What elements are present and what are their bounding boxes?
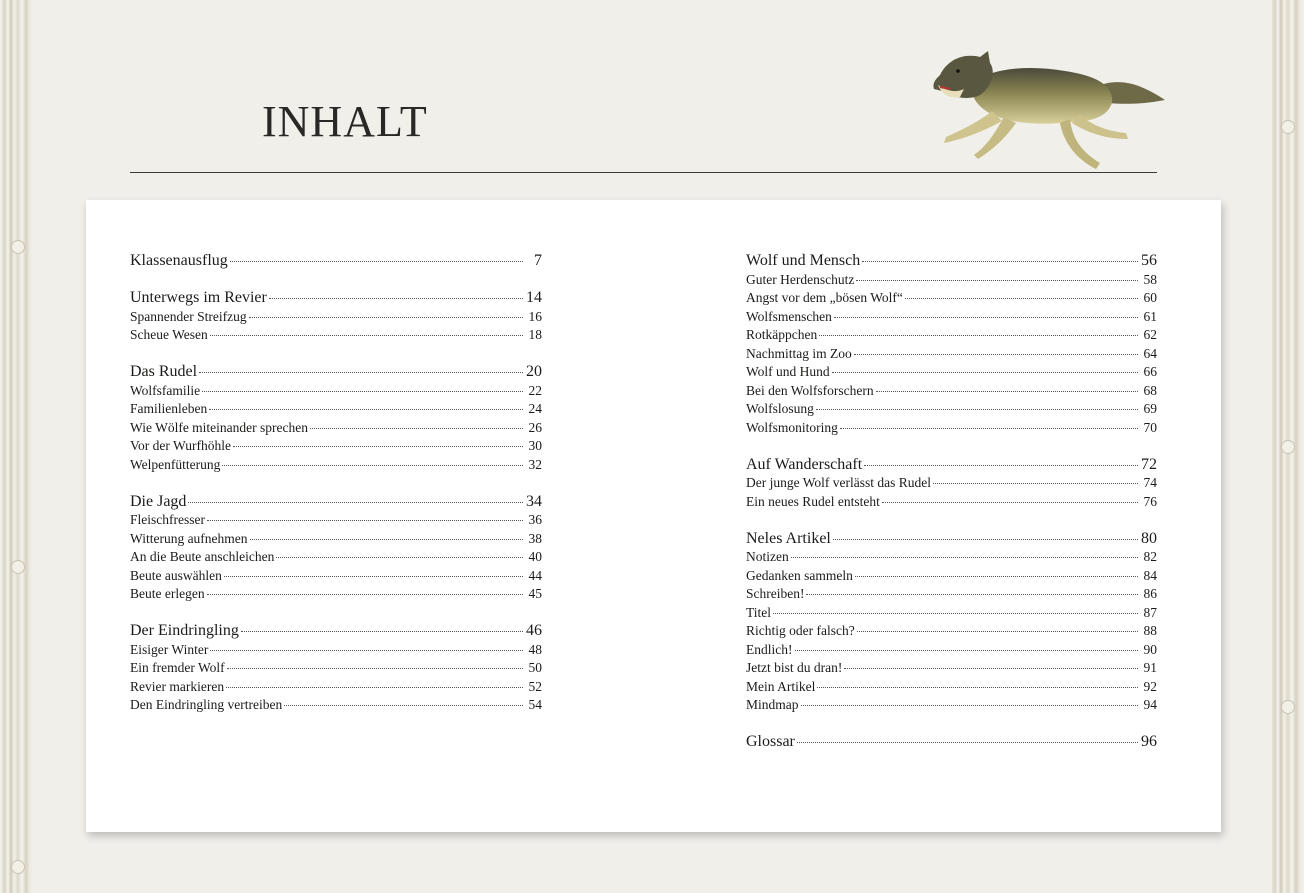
contents-left-column bbox=[130, 252, 542, 733]
toc-page-number: 48 bbox=[528, 641, 542, 657]
toc-entry-label: Witterung aufnehmen bbox=[130, 530, 248, 546]
toc-entry-label: Richtig oder falsch? bbox=[746, 623, 855, 638]
toc-subentry[interactable] bbox=[746, 641, 1157, 660]
toc-page-number: 7 bbox=[534, 252, 542, 269]
dot-leader bbox=[269, 298, 523, 299]
toc-subentry[interactable] bbox=[130, 641, 542, 660]
right-border-ornament bbox=[1272, 0, 1302, 893]
dot-leader bbox=[276, 557, 523, 558]
dot-leader bbox=[209, 409, 523, 410]
toc-subentry[interactable] bbox=[746, 493, 1157, 512]
toc-subentry[interactable] bbox=[746, 548, 1157, 567]
toc-chapter-entry[interactable] bbox=[130, 622, 542, 641]
toc-page-number: 26 bbox=[528, 419, 542, 435]
toc-entry-label: Eisiger Winter bbox=[130, 641, 209, 657]
toc-subentry[interactable] bbox=[130, 659, 542, 678]
border-knob bbox=[11, 240, 25, 254]
contents-section bbox=[130, 493, 542, 604]
toc-entry-label: Jetzt bist du dran! bbox=[746, 660, 843, 675]
toc-subentry[interactable] bbox=[746, 419, 1157, 438]
toc-subentry[interactable] bbox=[130, 696, 542, 715]
toc-entry-label: An die Beute anschleichen bbox=[130, 549, 275, 564]
toc-subentry[interactable] bbox=[130, 326, 542, 345]
toc-subentry[interactable] bbox=[746, 567, 1157, 586]
toc-subentry[interactable] bbox=[746, 326, 1157, 345]
toc-page-number: 34 bbox=[526, 492, 542, 510]
toc-entry-label: Endlich! bbox=[746, 641, 793, 657]
toc-entry-label: Ein neues Rudel entsteht bbox=[746, 493, 880, 509]
toc-page-number: 96 bbox=[1141, 733, 1157, 750]
toc-entry-label: Rotkäppchen bbox=[746, 327, 818, 342]
toc-entry-label: Die Jagd bbox=[130, 492, 187, 510]
toc-page-number: 72 bbox=[1141, 455, 1157, 473]
dot-leader bbox=[230, 261, 523, 262]
toc-subentry[interactable] bbox=[130, 511, 542, 530]
wolf-illustration bbox=[930, 45, 1175, 170]
toc-subentry[interactable] bbox=[130, 308, 542, 327]
toc-subentry[interactable] bbox=[130, 437, 542, 456]
toc-subentry[interactable] bbox=[746, 289, 1157, 308]
dot-leader bbox=[844, 668, 1138, 669]
toc-subentry[interactable] bbox=[746, 696, 1157, 715]
toc-entry-label: Der junge Wolf verlässt das Rudel bbox=[746, 475, 931, 490]
contents-section bbox=[130, 363, 542, 474]
dot-leader bbox=[791, 557, 1138, 558]
contents-section bbox=[746, 733, 1157, 752]
toc-subentry[interactable] bbox=[746, 345, 1157, 364]
toc-subentry[interactable] bbox=[746, 659, 1157, 678]
contents-section bbox=[746, 530, 1157, 715]
toc-page-number: 20 bbox=[526, 363, 542, 380]
toc-entry-label: Das Rudel bbox=[130, 363, 198, 380]
dot-leader bbox=[834, 317, 1138, 318]
toc-entry-label: Klassenausflug bbox=[130, 252, 228, 269]
dot-leader bbox=[933, 483, 1138, 484]
toc-page-number: 56 bbox=[1141, 252, 1157, 269]
dot-leader bbox=[199, 372, 523, 373]
toc-entry-label: Wolfsmenschen bbox=[746, 308, 832, 324]
toc-page-number: 76 bbox=[1143, 493, 1157, 509]
toc-page-number: 22 bbox=[528, 382, 542, 398]
toc-entry-label: Bei den Wolfsforschern bbox=[746, 382, 874, 398]
dot-leader bbox=[855, 576, 1138, 577]
dot-leader bbox=[241, 631, 523, 632]
dot-leader bbox=[310, 428, 523, 429]
toc-entry-label: Mein Artikel bbox=[746, 678, 816, 694]
contents-section bbox=[130, 622, 542, 715]
toc-chapter-entry[interactable] bbox=[746, 252, 1157, 271]
toc-chapter-entry[interactable] bbox=[130, 289, 542, 308]
toc-subentry[interactable] bbox=[130, 400, 542, 419]
dot-leader bbox=[882, 502, 1138, 503]
toc-chapter-entry[interactable] bbox=[746, 530, 1157, 549]
toc-page-number: 80 bbox=[1141, 529, 1157, 547]
toc-subentry[interactable] bbox=[130, 678, 542, 697]
dot-leader bbox=[188, 502, 523, 503]
toc-subentry[interactable] bbox=[746, 474, 1157, 493]
toc-chapter-entry[interactable] bbox=[746, 733, 1157, 752]
toc-entry-label: Wolfslosung bbox=[746, 401, 814, 416]
toc-page-number: 50 bbox=[528, 660, 542, 675]
toc-page-number: 36 bbox=[528, 512, 542, 527]
title-divider bbox=[130, 172, 1157, 173]
dot-leader bbox=[207, 520, 523, 521]
toc-page-number: 82 bbox=[1143, 549, 1157, 564]
toc-subentry[interactable] bbox=[746, 308, 1157, 327]
toc-page-number: 87 bbox=[1143, 604, 1157, 620]
toc-page-number: 38 bbox=[528, 530, 542, 546]
dot-leader bbox=[862, 261, 1138, 262]
dot-leader bbox=[801, 705, 1139, 706]
toc-page-number: 62 bbox=[1143, 327, 1157, 342]
toc-entry-label: Wie Wölfe miteinander sprechen bbox=[130, 419, 309, 435]
toc-entry-label: Wolfsmonitoring bbox=[746, 419, 838, 435]
toc-subentry[interactable] bbox=[130, 567, 542, 586]
dot-leader bbox=[207, 594, 523, 595]
dot-leader bbox=[797, 742, 1138, 743]
toc-page-number: 88 bbox=[1143, 623, 1157, 638]
toc-chapter-entry[interactable] bbox=[130, 252, 542, 271]
contents-right-column bbox=[746, 252, 1157, 770]
toc-subentry[interactable] bbox=[130, 382, 542, 401]
toc-entry-label: Der Eindringling bbox=[130, 622, 239, 639]
toc-entry-label: Mindmap bbox=[746, 697, 799, 712]
toc-subentry[interactable] bbox=[130, 530, 542, 549]
toc-page-number: 60 bbox=[1143, 290, 1157, 305]
toc-entry-label: Spannender Streifzug bbox=[130, 308, 247, 324]
dot-leader bbox=[854, 354, 1138, 355]
dot-leader bbox=[857, 631, 1138, 632]
toc-subentry[interactable] bbox=[130, 456, 542, 475]
dot-leader bbox=[202, 391, 523, 392]
toc-chapter-entry[interactable] bbox=[130, 493, 542, 512]
toc-page-number: 32 bbox=[528, 456, 542, 472]
toc-entry-label: Auf Wanderschaft bbox=[746, 455, 863, 473]
toc-entry-label: Unterwegs im Revier bbox=[130, 289, 267, 306]
dot-leader bbox=[250, 539, 523, 540]
toc-entry-label: Revier markieren bbox=[130, 678, 225, 694]
toc-chapter-entry[interactable] bbox=[130, 363, 542, 382]
toc-subentry[interactable] bbox=[130, 585, 542, 604]
toc-page-number: 30 bbox=[528, 438, 542, 453]
dot-leader bbox=[840, 428, 1138, 429]
contents-section bbox=[746, 456, 1157, 512]
dot-leader bbox=[819, 335, 1138, 336]
dot-leader bbox=[856, 280, 1138, 281]
toc-page-number: 66 bbox=[1143, 364, 1157, 379]
contents-section bbox=[130, 252, 542, 271]
toc-entry-label: Guter Herdenschutz bbox=[746, 271, 855, 287]
toc-subentry[interactable] bbox=[746, 271, 1157, 290]
contents-section bbox=[746, 252, 1157, 437]
toc-page-number: 46 bbox=[526, 622, 542, 639]
toc-entry-label: Neles Artikel bbox=[746, 529, 831, 547]
toc-entry-label: Schreiben! bbox=[746, 586, 805, 601]
border-knob bbox=[11, 560, 25, 574]
toc-subentry[interactable] bbox=[746, 604, 1157, 623]
toc-entry-label: Gedanken sammeln bbox=[746, 567, 853, 583]
page-title: INHALT bbox=[262, 97, 428, 146]
dot-leader bbox=[227, 668, 523, 669]
toc-page-number: 69 bbox=[1143, 401, 1157, 416]
border-knob bbox=[1281, 120, 1295, 134]
dot-leader bbox=[210, 650, 523, 651]
toc-entry-label: Titel bbox=[746, 604, 772, 620]
toc-entry-label: Welpenfütterung bbox=[130, 456, 221, 472]
toc-subentry[interactable] bbox=[746, 382, 1157, 401]
dot-leader bbox=[833, 539, 1138, 540]
toc-subentry[interactable] bbox=[746, 622, 1157, 641]
toc-page-number: 40 bbox=[528, 549, 542, 564]
toc-entry-label: Nachmittag im Zoo bbox=[746, 345, 852, 361]
dot-leader bbox=[233, 446, 523, 447]
dot-leader bbox=[795, 650, 1139, 651]
border-knob bbox=[1281, 440, 1295, 454]
toc-page-number: 54 bbox=[528, 697, 542, 712]
toc-page-number: 14 bbox=[526, 289, 542, 306]
toc-chapter-entry[interactable] bbox=[746, 456, 1157, 475]
toc-entry-label: Wolf und Hund bbox=[746, 364, 830, 379]
toc-entry-label: Wolfsfamilie bbox=[130, 382, 201, 398]
toc-subentry[interactable] bbox=[130, 419, 542, 438]
toc-page-number: 52 bbox=[528, 678, 542, 694]
toc-entry-label: Beute auswählen bbox=[130, 567, 222, 583]
toc-subentry[interactable] bbox=[746, 363, 1157, 382]
toc-page-number: 84 bbox=[1143, 567, 1157, 583]
toc-entry-label: Familienleben bbox=[130, 401, 208, 416]
dot-leader bbox=[249, 317, 523, 318]
toc-page-number: 70 bbox=[1143, 419, 1157, 435]
toc-entry-label: Fleischfresser bbox=[130, 512, 205, 527]
toc-page-number: 24 bbox=[528, 401, 542, 416]
toc-entry-label: Angst vor dem „bösen Wolf“ bbox=[746, 290, 903, 305]
dot-leader bbox=[773, 613, 1138, 614]
toc-page-number: 92 bbox=[1143, 678, 1157, 694]
toc-entry-label: Wolf und Mensch bbox=[746, 252, 861, 269]
dot-leader bbox=[817, 687, 1138, 688]
dot-leader bbox=[284, 705, 523, 706]
dot-leader bbox=[210, 335, 523, 336]
toc-page-number: 61 bbox=[1143, 308, 1157, 324]
toc-page-number: 44 bbox=[528, 567, 542, 583]
toc-page-number: 64 bbox=[1143, 345, 1157, 361]
toc-entry-label: Den Eindringling vertreiben bbox=[130, 697, 283, 712]
toc-page-number: 58 bbox=[1143, 271, 1157, 287]
toc-entry-label: Ein fremder Wolf bbox=[130, 660, 225, 675]
border-knob bbox=[1281, 700, 1295, 714]
dot-leader bbox=[876, 391, 1138, 392]
toc-page-number: 68 bbox=[1143, 382, 1157, 398]
toc-page-number: 94 bbox=[1143, 697, 1157, 712]
dot-leader bbox=[905, 298, 1138, 299]
toc-page-number: 74 bbox=[1143, 475, 1157, 490]
border-knob bbox=[11, 860, 25, 874]
dot-leader bbox=[864, 465, 1138, 466]
toc-entry-label: Notizen bbox=[746, 549, 789, 564]
toc-entry-label: Glossar bbox=[746, 733, 795, 750]
toc-subentry[interactable] bbox=[746, 400, 1157, 419]
toc-page-number: 86 bbox=[1143, 586, 1157, 601]
toc-entry-label: Scheue Wesen bbox=[130, 327, 208, 342]
toc-entry-label: Beute erlegen bbox=[130, 586, 205, 601]
toc-page-number: 90 bbox=[1143, 641, 1157, 657]
toc-subentry[interactable] bbox=[746, 678, 1157, 697]
dot-leader bbox=[222, 465, 523, 466]
toc-subentry[interactable] bbox=[746, 585, 1157, 604]
toc-page-number: 91 bbox=[1143, 660, 1157, 675]
dot-leader bbox=[806, 594, 1138, 595]
toc-entry-label: Vor der Wurfhöhle bbox=[130, 438, 231, 453]
toc-subentry[interactable] bbox=[130, 548, 542, 567]
dot-leader bbox=[224, 576, 523, 577]
dot-leader bbox=[832, 372, 1138, 373]
dot-leader bbox=[816, 409, 1138, 410]
toc-page-number: 18 bbox=[528, 327, 542, 342]
dot-leader bbox=[226, 687, 523, 688]
left-border-ornament bbox=[2, 0, 32, 893]
toc-page-number: 45 bbox=[528, 586, 542, 601]
contents-section bbox=[130, 289, 542, 345]
toc-page-number: 16 bbox=[528, 308, 542, 324]
